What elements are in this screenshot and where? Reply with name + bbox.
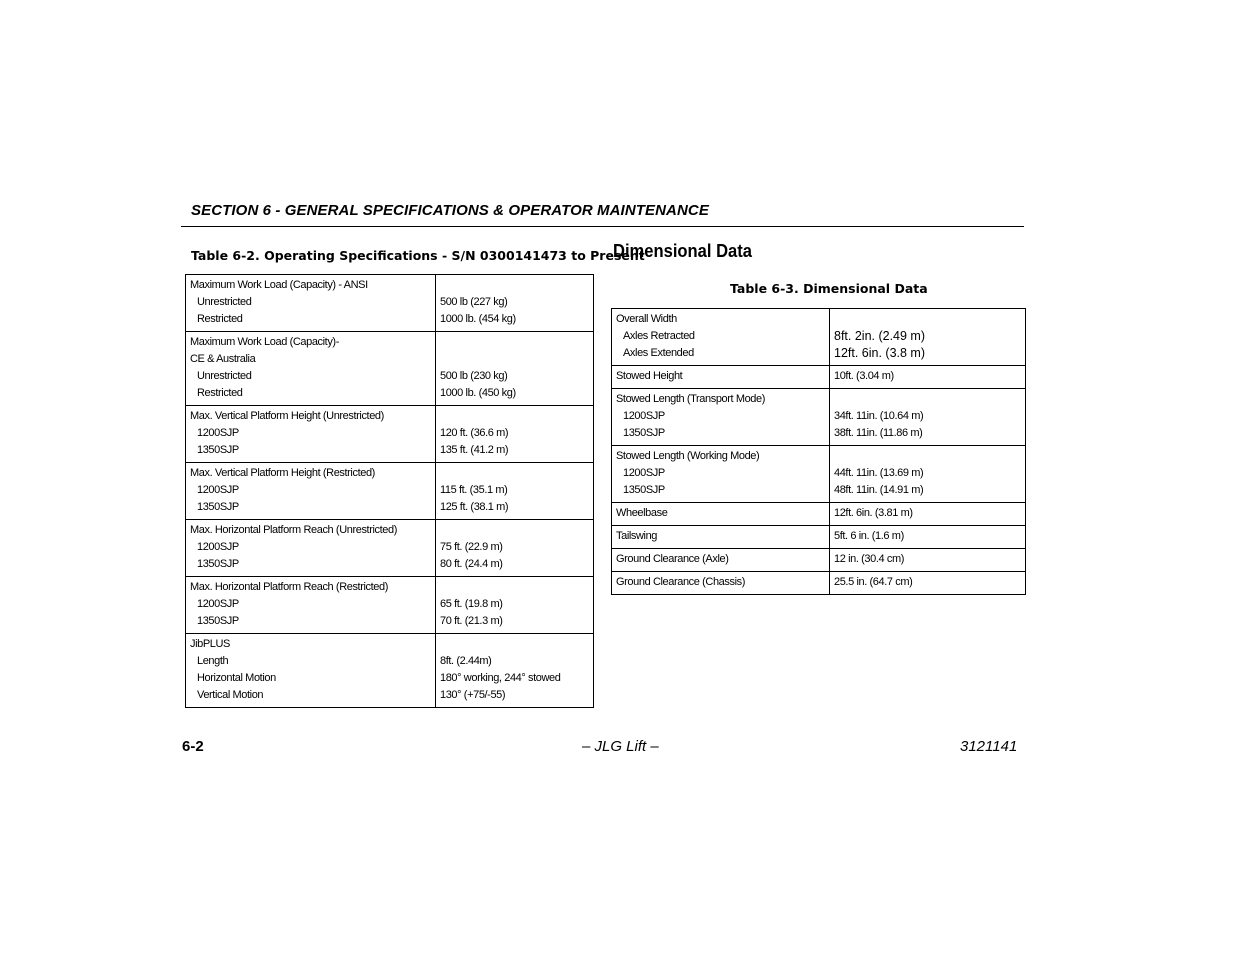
spec-value: 125 ft. (38.1 m): [440, 501, 509, 513]
spec-label-cell: [612, 549, 830, 572]
spec-value: [834, 391, 1021, 408]
spec-value: 120 ft. (36.6 m): [440, 427, 509, 439]
spec-label: Unrestricted: [197, 296, 252, 308]
table-row: [612, 366, 1026, 389]
spec-label-cell: [612, 309, 830, 366]
dimensional-data-heading: Dimensional Data: [613, 241, 752, 261]
dimensional-data-table: [611, 308, 1026, 595]
dimensional-table-caption: Table 6-3. Dimensional Data: [730, 281, 928, 296]
table-row: [186, 332, 594, 406]
spec-label-cell: [186, 520, 436, 577]
spec-label: Overall Width: [616, 313, 677, 325]
section-title: SECTION 6 - GENERAL SPECIFICATIONS & OPERATOR MAINTENANCE: [191, 202, 709, 219]
spec-label: 1200SJP: [623, 410, 665, 422]
spec-label: Ground Clearance (Chassis): [616, 576, 745, 588]
spec-label: 1350SJP: [197, 444, 239, 456]
spec-label: 1350SJP: [623, 427, 665, 439]
spec-value-cell: [436, 332, 594, 406]
spec-label-cell: [186, 577, 436, 634]
spec-label-cell: [612, 446, 830, 503]
spec-value-cell: [436, 634, 594, 708]
spec-label: Restricted: [197, 387, 243, 399]
spec-label-cell: [186, 634, 436, 708]
spec-value: [440, 579, 589, 596]
table-row: [612, 526, 1026, 549]
spec-label: 1200SJP: [197, 541, 239, 553]
spec-label: 1200SJP: [623, 467, 665, 479]
table-row: [612, 572, 1026, 595]
spec-value: [834, 448, 1021, 465]
spec-label: Stowed Length (Working Mode): [616, 450, 760, 462]
spec-value: 180° working, 244° stowed: [440, 672, 561, 684]
spec-label-cell: [612, 572, 830, 595]
spec-label: Max. Horizontal Platform Reach (Unrestricted): [190, 524, 397, 536]
document-number: 3121141: [960, 738, 1018, 755]
spec-label-cell: [186, 406, 436, 463]
spec-label: Axles Extended: [623, 347, 694, 359]
spec-label-cell: [186, 463, 436, 520]
spec-value-cell: [830, 526, 1026, 549]
spec-label: Tailswing: [616, 530, 658, 542]
table-row: [186, 275, 594, 332]
spec-label: Stowed Length (Transport Mode): [616, 393, 766, 405]
spec-value: [440, 351, 589, 368]
spec-label: 1350SJP: [197, 501, 239, 513]
table-row: [186, 577, 594, 634]
table-row: [612, 389, 1026, 446]
spec-value-cell: [436, 275, 594, 332]
spec-label: Wheelbase: [616, 507, 668, 519]
spec-label: Max. Vertical Platform Height (Restricted): [190, 467, 375, 479]
spec-label: Restricted: [197, 313, 243, 325]
spec-label: 1200SJP: [197, 427, 239, 439]
spec-value: 500 lb (230 kg): [440, 370, 508, 382]
spec-label: Stowed Height: [616, 370, 683, 382]
spec-value-cell: [830, 389, 1026, 446]
spec-value: [440, 636, 589, 653]
spec-label-cell: [612, 526, 830, 549]
spec-label-cell: [186, 275, 436, 332]
spec-label: 1350SJP: [623, 484, 665, 496]
spec-label: JibPLUS: [190, 638, 230, 650]
table-row: [612, 503, 1026, 526]
spec-value: 70 ft. (21.3 m): [440, 615, 503, 627]
spec-label: Ground Clearance (Axle): [616, 553, 729, 565]
spec-value: [440, 277, 589, 294]
spec-value-cell: [830, 446, 1026, 503]
spec-value: 8ft. 2in. (2.49 m): [834, 329, 926, 343]
spec-value: 25.5 in. (64.7 cm): [834, 576, 913, 588]
dimensional-table-body: [612, 309, 1026, 595]
table-row: [186, 406, 594, 463]
spec-value-cell: [830, 549, 1026, 572]
spec-label: 1350SJP: [197, 615, 239, 627]
header-rule: [181, 226, 1024, 227]
spec-value-cell: [436, 520, 594, 577]
spec-value: 12ft. 6in. (3.81 m): [834, 507, 913, 519]
spec-value: 80 ft. (24.4 m): [440, 558, 503, 570]
spec-label: Axles Retracted: [623, 330, 695, 342]
spec-value: [440, 465, 589, 482]
spec-value: 12 in. (30.4 cm): [834, 553, 905, 565]
spec-value: 12ft. 6in. (3.8 m): [834, 346, 926, 360]
spec-label: Max. Horizontal Platform Reach (Restricted): [190, 581, 388, 593]
spec-value-cell: [436, 463, 594, 520]
spec-value: 135 ft. (41.2 m): [440, 444, 509, 456]
operating-table-caption: Table 6-2. Operating Specifications - S/N 0300141473 to Present: [191, 248, 645, 263]
spec-label: Vertical Motion: [197, 689, 264, 701]
spec-label: 1350SJP: [197, 558, 239, 570]
spec-label: Horizontal Motion: [197, 672, 276, 684]
table-row: [612, 549, 1026, 572]
spec-value: [440, 408, 589, 425]
spec-value: [834, 311, 1021, 328]
spec-label-cell: [612, 389, 830, 446]
spec-label: Maximum Work Load (Capacity) - ANSI: [190, 279, 368, 291]
spec-value-cell: [830, 572, 1026, 595]
spec-label: CE & Australia: [190, 353, 256, 365]
spec-value: 75 ft. (22.9 m): [440, 541, 503, 553]
spec-value: 130° (+75/-55): [440, 689, 506, 701]
spec-value: 34ft. 11in. (10.64 m): [834, 410, 924, 422]
spec-value: [440, 522, 589, 539]
spec-label-cell: [612, 503, 830, 526]
spec-label: Length: [197, 655, 229, 667]
spec-label: Max. Vertical Platform Height (Unrestricted): [190, 410, 384, 422]
table-row: [186, 520, 594, 577]
spec-value: 1000 lb. (454 kg): [440, 313, 516, 325]
table-row: [612, 309, 1026, 366]
spec-value-cell: [830, 503, 1026, 526]
spec-value-cell: [436, 406, 594, 463]
operating-specifications-table: [185, 274, 594, 708]
spec-value: 1000 lb. (450 kg): [440, 387, 516, 399]
spec-label-cell: [186, 332, 436, 406]
spec-label-cell: [612, 366, 830, 389]
spec-value: 500 lb (227 kg): [440, 296, 508, 308]
spec-label: 1200SJP: [197, 598, 239, 610]
spec-value: 10ft. (3.04 m): [834, 370, 894, 382]
table-row: [186, 463, 594, 520]
operating-table-body: [186, 275, 594, 708]
spec-value: 44ft. 11in. (13.69 m): [834, 467, 924, 479]
spec-value: 48ft. 11in. (14.91 m): [834, 484, 924, 496]
spec-label: Maximum Work Load (Capacity)-: [190, 336, 339, 348]
footer-center-text: – JLG Lift –: [582, 738, 659, 755]
table-row: [186, 634, 594, 708]
spec-value-cell: [830, 309, 1026, 366]
spec-value-cell: [436, 577, 594, 634]
page-number: 6-2: [182, 738, 204, 755]
spec-label: 1200SJP: [197, 484, 239, 496]
table-row: [612, 446, 1026, 503]
spec-value: 8ft. (2.44m): [440, 655, 492, 667]
spec-value: 65 ft. (19.8 m): [440, 598, 503, 610]
spec-value: 5ft. 6 in. (1.6 m): [834, 530, 904, 542]
spec-label: Unrestricted: [197, 370, 252, 382]
spec-value-cell: [830, 366, 1026, 389]
spec-value: 115 ft. (35.1 m): [440, 484, 508, 496]
spec-value: 38ft. 11in. (11.86 m): [834, 427, 923, 439]
spec-value: [440, 334, 589, 351]
